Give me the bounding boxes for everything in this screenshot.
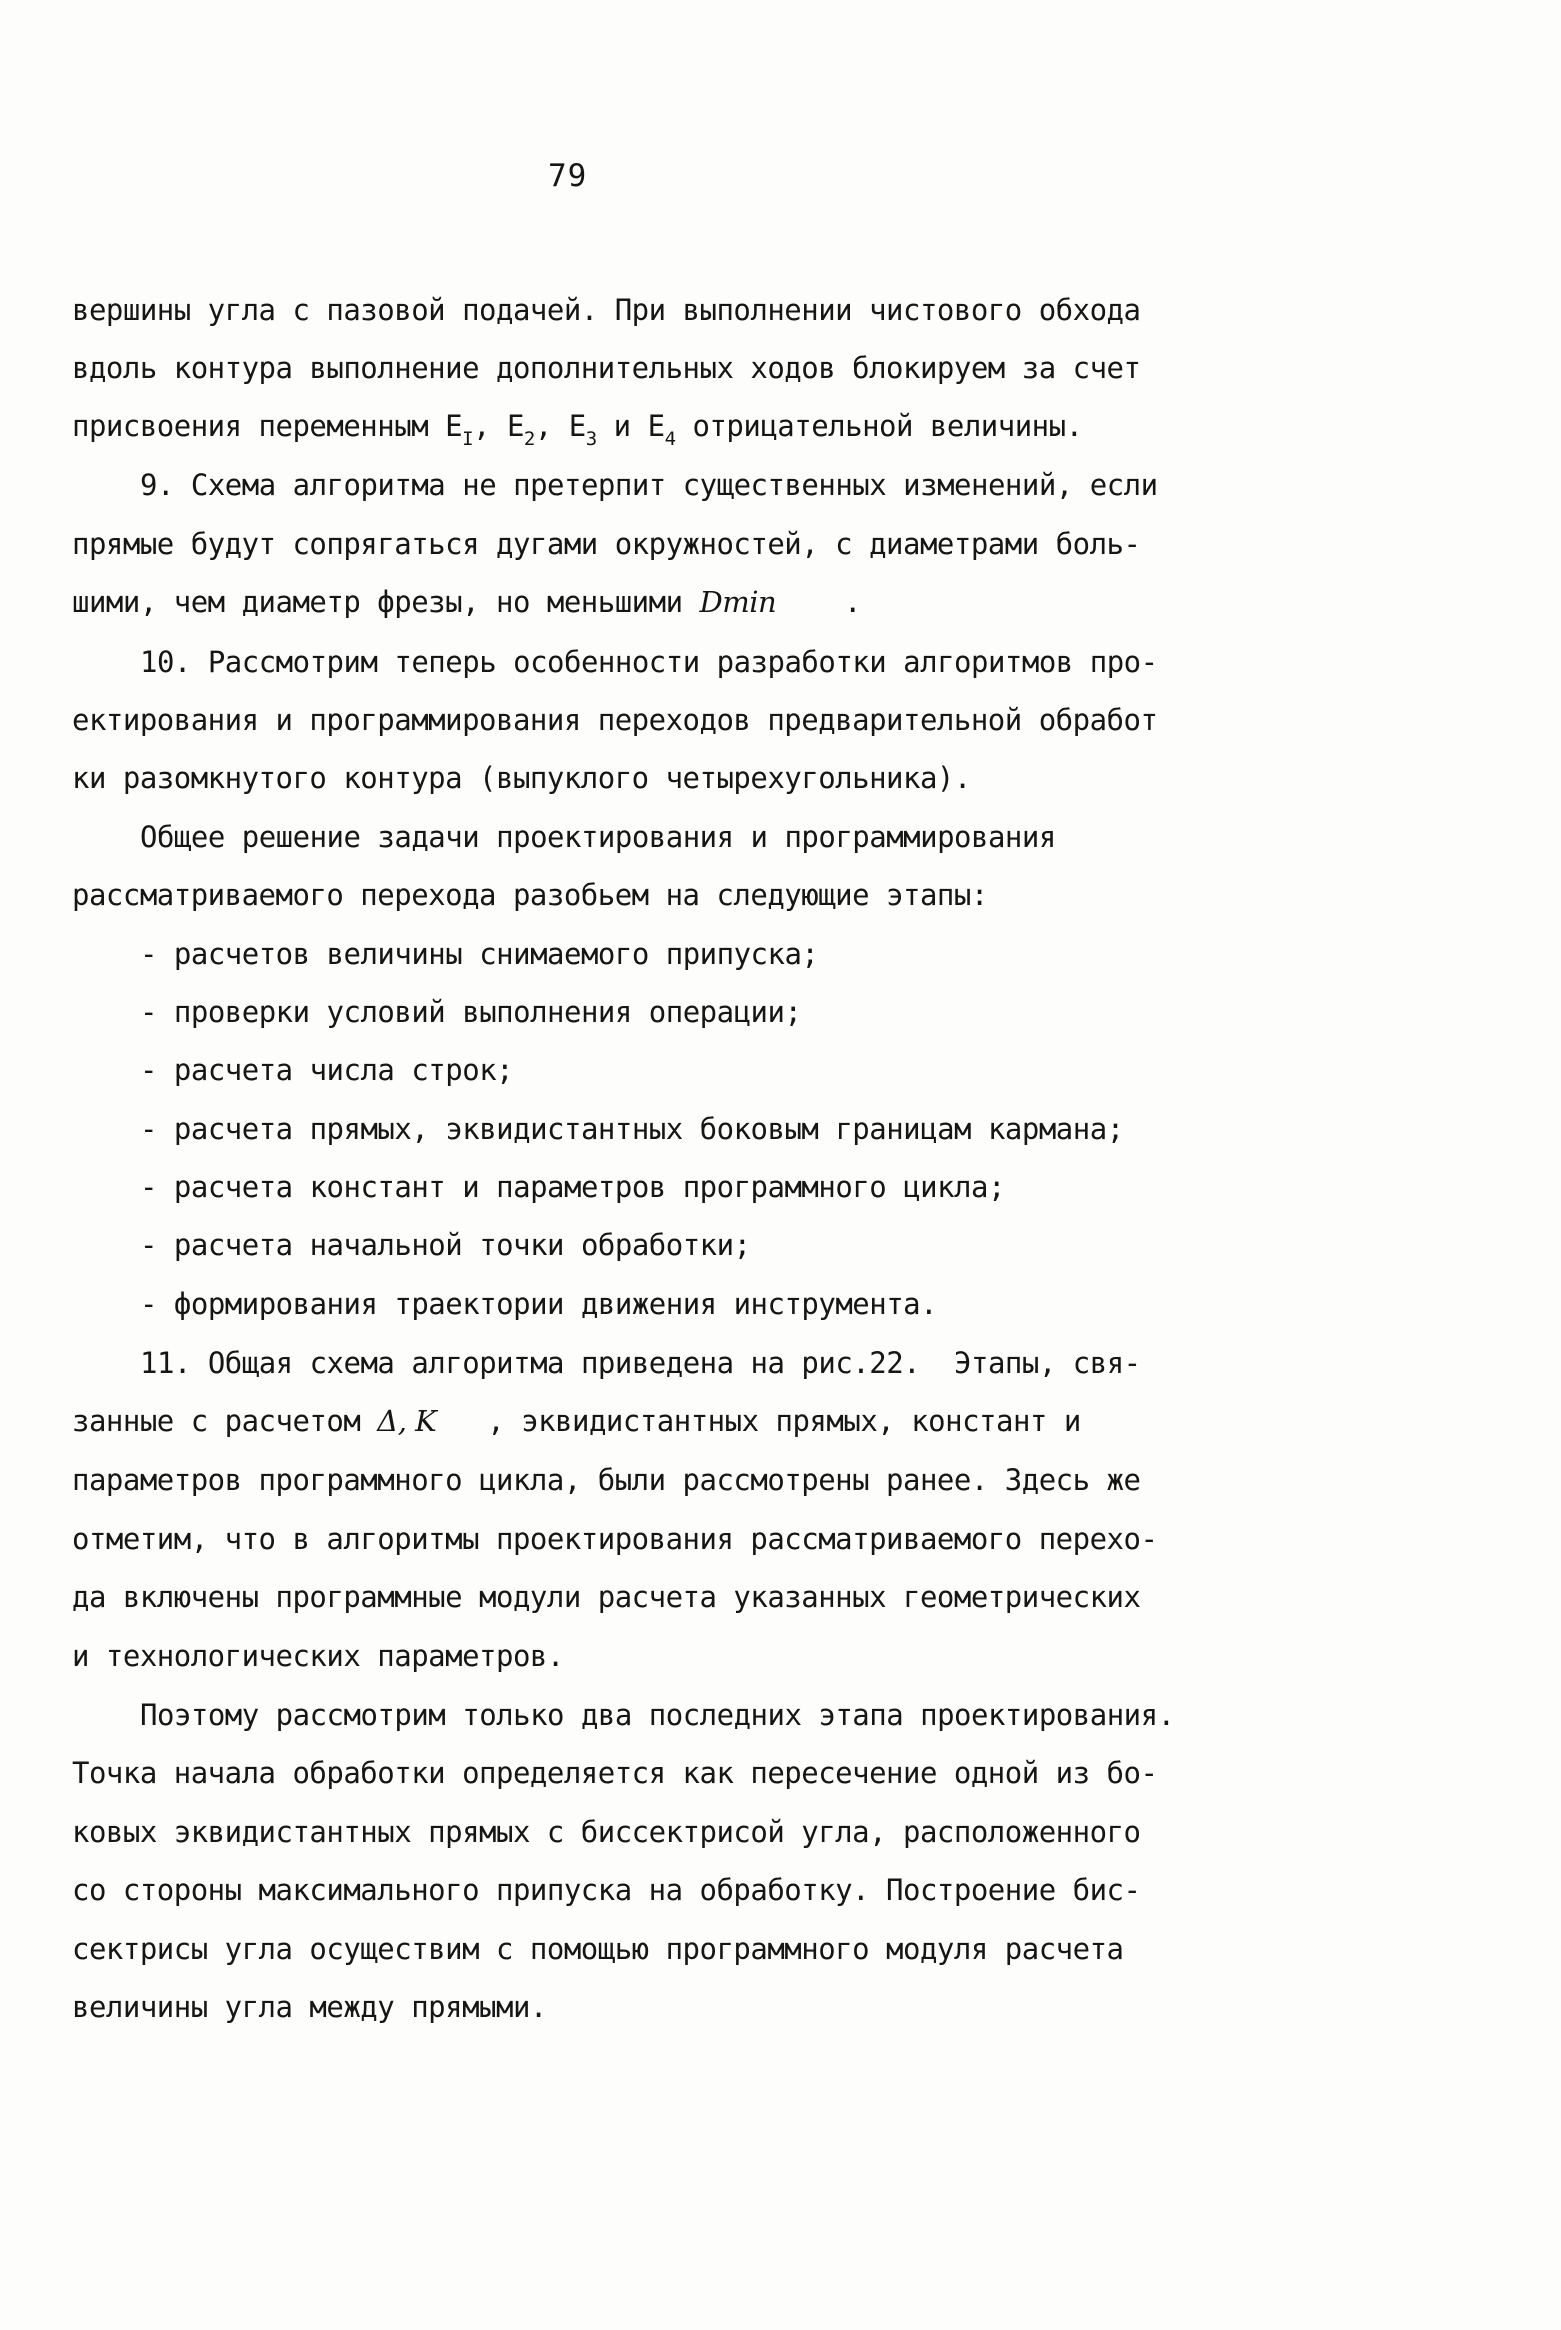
text-line: отметим, что в алгоритмы проектирования рассматриваемого перехо- [72,1522,1158,1556]
list-item: - формирования траектории движения инструмента. [140,1287,938,1321]
text-line: вершины угла с пазовой подачей. При выполнении чистового обхода [72,293,1141,327]
text-line: 10. Рассмотрим теперь особенности разработки алгоритмов про- [140,645,1158,679]
list-item: - расчета начальной точки обработки; [140,1228,751,1262]
text-line: вдоль контура выполнение дополнительных ходов блокируем за счет [72,351,1141,385]
text-span: занные с расчетом [72,1404,378,1438]
text-line: 9. Схема алгоритма не претерпит существенных изменений, если [140,468,1158,502]
text-span: присвоения переменным E [72,409,463,443]
page-number: 79 [548,158,588,194]
text-span: , E [534,409,586,443]
text-line: да включены программные модули расчета указанных геометрических [72,1580,1141,1614]
subscript: I [462,428,474,450]
text-span: . [776,585,862,619]
subscript: 2 [523,428,535,450]
text-line: Поэтому рассмотрим только два последних этапа проектирования. [140,1698,1175,1732]
list-item: - расчета числа строк; [140,1053,514,1087]
list-item: - расчетов величины снимаемого припуска; [140,937,819,971]
text-line: ки разомкнутого контура (выпуклого четырехугольника). [72,761,971,795]
list-item: - расчета констант и параметров программного цикла; [140,1170,1005,1204]
text-line: ковых эквидистантных прямых с биссектрисой угла, расположенного [72,1815,1141,1849]
text-span: , E [473,409,524,443]
text-span: шими, чем диаметр фрезы, но меньшими [72,585,700,619]
text-span: , эквидистантных прямых, констант и [436,1404,1081,1438]
text-line [72,1401,1081,1441]
text-line [72,406,1083,450]
text-line: величины угла между прямыми. [72,1990,547,2024]
text-line: сектрисы угла осуществим с помощью программного модуля расчета [72,1932,1124,1966]
list-item: - расчета прямых, эквидистантных боковым границам кармана; [140,1112,1124,1146]
delta-k-symbols: Δ, K [377,1404,437,1438]
text-line: и технологических параметров. [72,1639,564,1673]
text-line: параметров программного цикла, были рассмотрены ранее. Здесь же [72,1463,1141,1497]
text-span: и E [596,409,665,443]
text-line: ектирования и программирования переходов предварительной обработ [72,703,1158,737]
subscript: 3 [585,428,597,450]
text-line: рассматриваемого перехода разобьем на следующие этапы: [72,878,988,912]
text-line [72,582,861,622]
list-item: - проверки условий выполнения операции; [140,995,802,1029]
text-line: со стороны максимального припуска на обработку. Построение бис- [72,1873,1141,1907]
subscript: 4 [664,428,676,450]
text-line: Точка начала обработки определяется как пересечение одной из бо- [72,1756,1158,1790]
text-span: отрицательной величины. [675,409,1083,443]
text-line: прямые будут сопрягаться дугами окружностей, с диаметрами боль- [72,527,1141,561]
text-line: Общее решение задачи проектирования и программирования [140,820,1056,854]
text-line: 11. Общая схема алгоритма приведена на рис.22. Этапы, свя- [140,1346,1141,1380]
dmin-symbol: Dmin [699,585,777,619]
